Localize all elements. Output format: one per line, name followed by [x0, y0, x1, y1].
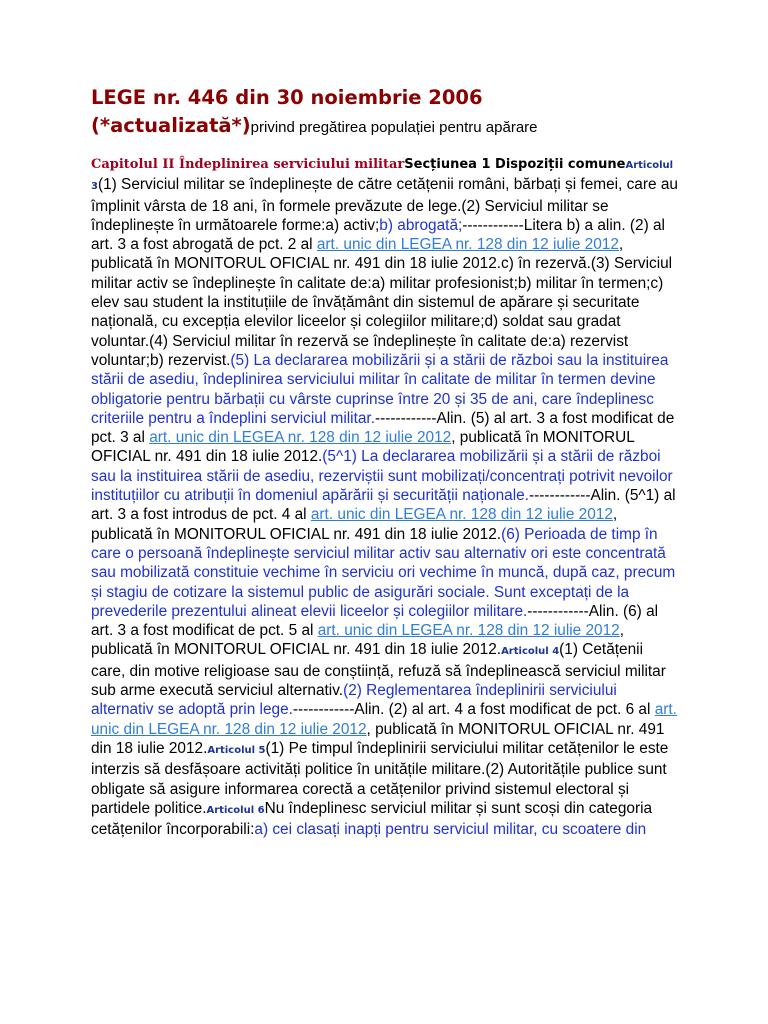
law-link[interactable]: art. unic din LEGEA nr. 128 din 12 iulie 2012 — [149, 429, 452, 447]
document-body — [91, 154, 681, 839]
text-segment: , publicată în MONITORUL OFICIAL nr. 491 din 18 iulie 2012. — [91, 506, 618, 543]
chapter-heading: Capitolul II Îndeplinirea serviciului militar — [91, 157, 405, 172]
text-segment: , publicată în MONITORUL OFICIAL nr. 491 din 18 iulie 2012. — [91, 720, 665, 757]
text-segment: , publicată în MONITORUL OFICIAL nr. 491 din 18 iulie 2012. — [91, 429, 635, 466]
text-segment: ------------Litera b) a alin. (2) al art. 3 a fost abrogată de pct. 2 al — [91, 216, 665, 254]
law-title: LEGE nr. 446 din 30 noiembrie 2006 (*actualizată*) — [91, 86, 483, 137]
text-segment: Nu îndeplinesc serviciul militar și sunt scoși din categoria cetățenilor încorporabili: — [91, 799, 653, 839]
article-4-heading: Articolul 4 — [501, 646, 560, 658]
text-segment: , publicată în MONITORUL OFICIAL nr. 491 din 18 iulie 2012. — [91, 622, 625, 659]
document-title — [91, 84, 681, 142]
text-segment: ------------Alin. (2) al art. 4 a fost modificat de pct. 6 al — [292, 701, 655, 719]
law-link[interactable]: art. unic din LEGEA nr. 128 din 12 iulie 2012 — [317, 622, 620, 640]
modified-text: (5^1) La declararea mobilizării și a stării de război sau la instituirea stării de asediu, rezerviștii sunt mobilizați/concentrați potrivit nevoilor instituțiilor cu atribuții în domeniul apărării și securității naționale. — [91, 448, 673, 505]
modified-text: b) abrogată; — [379, 216, 463, 234]
law-link[interactable]: art. unic din LEGEA nr. 128 din 12 iulie 2012 — [91, 701, 677, 738]
modified-text: (6) Perioada de timp în care o persoană îndeplinește serviciul militar activ sau alternativ ori este concentrată sau mobilizată constituie vechime în serviciu ori vechime în muncă, după caz, precum și stagiu de cotizare la sistemul public de asigurări sociale. Sunt exceptați de la prevederile prezentului alineat elevii liceelor și colegiilor militare. — [91, 525, 676, 620]
text-segment: ------------Alin. (5^1) al art. 3 a fost introdus de pct. 4 al — [91, 487, 676, 524]
modified-text: (5) La declararea mobilizării și a stării de război sau la instituirea stării de asediu, îndeplinirea serviciului militar în calitate de militar în termen devine obligatorie pentru bărbații cu vârste cuprinse între 20 și 35 de ani, care îndeplinesc criteriile pentru a îndeplini serviciul militar. — [91, 351, 669, 427]
text-segment: (1) Serviciul militar se îndeplinește de către cetățenii români, bărbați și femei, care au împlinit vârsta de 18 ani, în formele prevăzute de lege.(2) Serviciul militar se îndeplinește în următoarele forme:a) activ; — [91, 176, 678, 234]
law-subtitle: privind pregătirea populației pentru apărare — [250, 119, 538, 136]
law-link[interactable]: art. unic din LEGEA nr. 128 din 12 iulie 2012 — [310, 506, 613, 524]
document-page — [91, 84, 681, 839]
modified-text: (2) Reglementarea îndeplinirii serviciului alternativ se adoptă prin lege. — [91, 682, 617, 719]
article-5-heading: Articolul 5 — [207, 744, 266, 756]
text-segment: (1) Cetățenii care, din motive religioase sau de conștiință, refuză să îndeplinească serviciul militar sub arme execută serviciul alternativ. — [91, 641, 666, 700]
text-segment: (1) Pe timpul îndeplinirii serviciului militar cetățenilor le este interzis să desfășoare activități politice în unitățile militare.(2) Autoritățile publice sunt obligate să asigure informarea corectă a cetățenilor privind sistemul electoral și partidele politice. — [91, 739, 669, 817]
article-6-heading: Articolul 6 — [206, 804, 265, 816]
text-segment: , publicată în MONITORUL OFICIAL nr. 491 din 18 iulie 2012.c) în rezervă.(3) Serviciul militar activ se îndeplinește în calitate de:a) militar profesionist;b) militar în termen;c) elev sau student la instituțiile de învățământ din sistemul de apărare și securitate națională, cu excepția elevilor liceelor și colegiilor militare;d) soldat sau gradat voluntar.(4) Serviciul militar în rezervă se îndeplinește în calitate de:a) rezervist voluntar;b) rezervist. — [91, 236, 673, 369]
text-segment: ------------Alin. (6) al art. 3 a fost modificat de pct. 5 al — [91, 602, 659, 640]
modified-text: a) cei clasați inapți pentru serviciul militar, cu scoatere din — [254, 821, 647, 839]
law-link[interactable]: art. unic din LEGEA nr. 128 din 12 iulie 2012 — [316, 236, 619, 254]
text-segment: ------------Alin. (5) al art. 3 a fost modificat de pct. 3 al — [91, 409, 675, 447]
section-heading: Secțiunea 1 Dispoziții comune — [404, 157, 626, 172]
article-3-heading: Articolul 3 — [91, 160, 674, 193]
